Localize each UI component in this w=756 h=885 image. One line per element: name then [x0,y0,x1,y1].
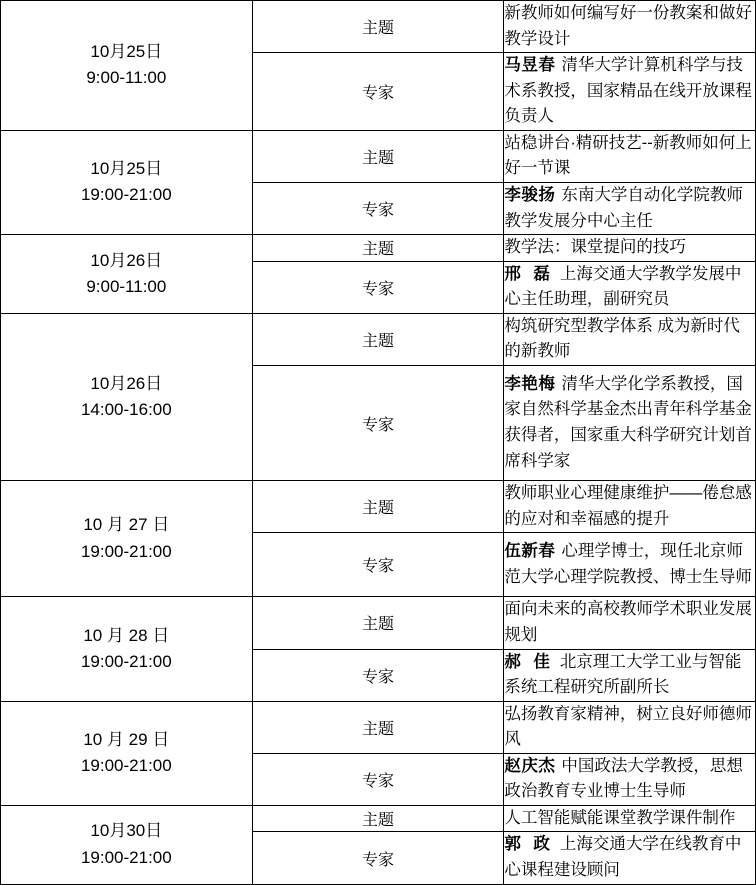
expert-cell [504,182,756,234]
topic-text: 教师职业心理健康维护——倦怠感的应对和幸福感的提升 [504,481,756,533]
expert-description: 上海交通大学在线教育中心课程建设顾问 [504,835,742,879]
table-row [1,313,756,365]
topic-label: 主题 [252,235,504,262]
topic-label: 主题 [252,481,504,533]
expert-cell [504,533,756,597]
topic-text: 面向未来的高校教师学术职业发展规划 [504,597,756,649]
topic-text: 新教师如何编写好一份教案和做好教学设计 [504,1,756,53]
session-time: 9:00-11:00 [86,68,167,88]
table-row [1,597,756,649]
expert-name: 郭 政 [504,835,554,854]
expert-label: 专家 [252,832,504,884]
session-time: 19:00-21:00 [80,847,172,867]
expert-label: 专家 [252,53,504,131]
expert-label: 专家 [252,261,504,313]
topic-text: 构筑研究型教学体系 成为新时代的新教师 [504,313,756,365]
session-time: 9:00-11:00 [86,276,167,296]
session-datetime [1,701,253,805]
table-row [1,1,756,53]
topic-text: 弘扬教育家精神，树立良好师德师风 [504,701,756,753]
expert-cell [504,365,756,480]
expert-description: 北京理工大学工业与智能系统工程研究所副所长 [504,652,742,697]
expert-label: 专家 [252,182,504,234]
expert-description: 上海交通大学教学发展中心主任助理，副研究员 [504,264,742,309]
expert-description: 清华大学化学系教授，国家自然科学基金杰出青年科学基金获得者，国家重大科学研究计划首席科学家 [504,374,752,470]
topic-text: 站稳讲台·精研技艺--新教师如何上好一节课 [504,130,756,182]
topic-label: 主题 [252,313,504,365]
expert-description: 东南大学自动化学院教师教学发展分中心主任 [504,185,743,230]
session-time: 19:00-21:00 [80,185,172,205]
topic-label: 主题 [252,1,504,53]
session-time: 14:00-16:00 [80,399,172,419]
session-datetime [1,481,253,597]
table-row [1,130,756,182]
expert-description: 中国政法大学教授，思想政治教育专业博士生导师 [504,756,743,801]
session-date: 10 月 28 日 [83,625,170,645]
topic-label: 主题 [252,597,504,649]
expert-description: 清华大学计算机科学与技术系教授，国家精品在线开放课程负责人 [504,56,752,126]
topic-text: 教学法：课堂提问的技巧 [504,235,756,262]
expert-cell [504,261,756,313]
session-datetime [1,597,253,701]
session-datetime [1,235,253,314]
topic-label: 主题 [252,701,504,753]
session-time: 19:00-21:00 [80,756,172,776]
session-datetime [1,1,253,131]
expert-cell [504,649,756,701]
session-date: 10 月 27 日 [83,515,170,535]
expert-name: 李骏扬 [504,185,556,204]
session-date: 10 月 29 日 [83,729,170,749]
expert-name: 邢 磊 [504,264,554,283]
expert-label: 专家 [252,533,504,597]
table-row [1,235,756,262]
expert-label: 专家 [252,649,504,701]
expert-label: 专家 [252,753,504,805]
schedule-table-body [1,1,756,885]
expert-name: 马昱春 [504,56,556,75]
session-date: 10月25日 [90,42,163,62]
topic-label: 主题 [252,130,504,182]
expert-label: 专家 [252,365,504,480]
session-date: 10月30日 [90,821,163,841]
session-date: 10月26日 [90,373,163,393]
table-row [1,701,756,753]
topic-text: 人工智能赋能课堂教学课件制作 [504,805,756,832]
expert-name: 郝 佳 [504,652,554,671]
expert-name: 李艳梅 [504,374,556,393]
topic-label: 主题 [252,805,504,832]
session-date: 10月26日 [90,250,163,270]
table-row [1,805,756,832]
session-date: 10月25日 [90,159,163,179]
table-row [1,481,756,533]
expert-cell [504,832,756,884]
session-datetime [1,805,253,884]
session-time: 19:00-21:00 [80,652,172,671]
expert-description: 心理学博士，现任北京师范大学心理学院教授、博士生导师 [504,542,752,586]
session-datetime [1,130,253,234]
expert-name: 赵庆杰 [504,756,556,775]
expert-name: 伍新春 [504,542,556,561]
expert-cell [504,53,756,131]
session-datetime [1,313,253,480]
session-time: 19:00-21:00 [80,541,172,561]
expert-cell [504,753,756,805]
